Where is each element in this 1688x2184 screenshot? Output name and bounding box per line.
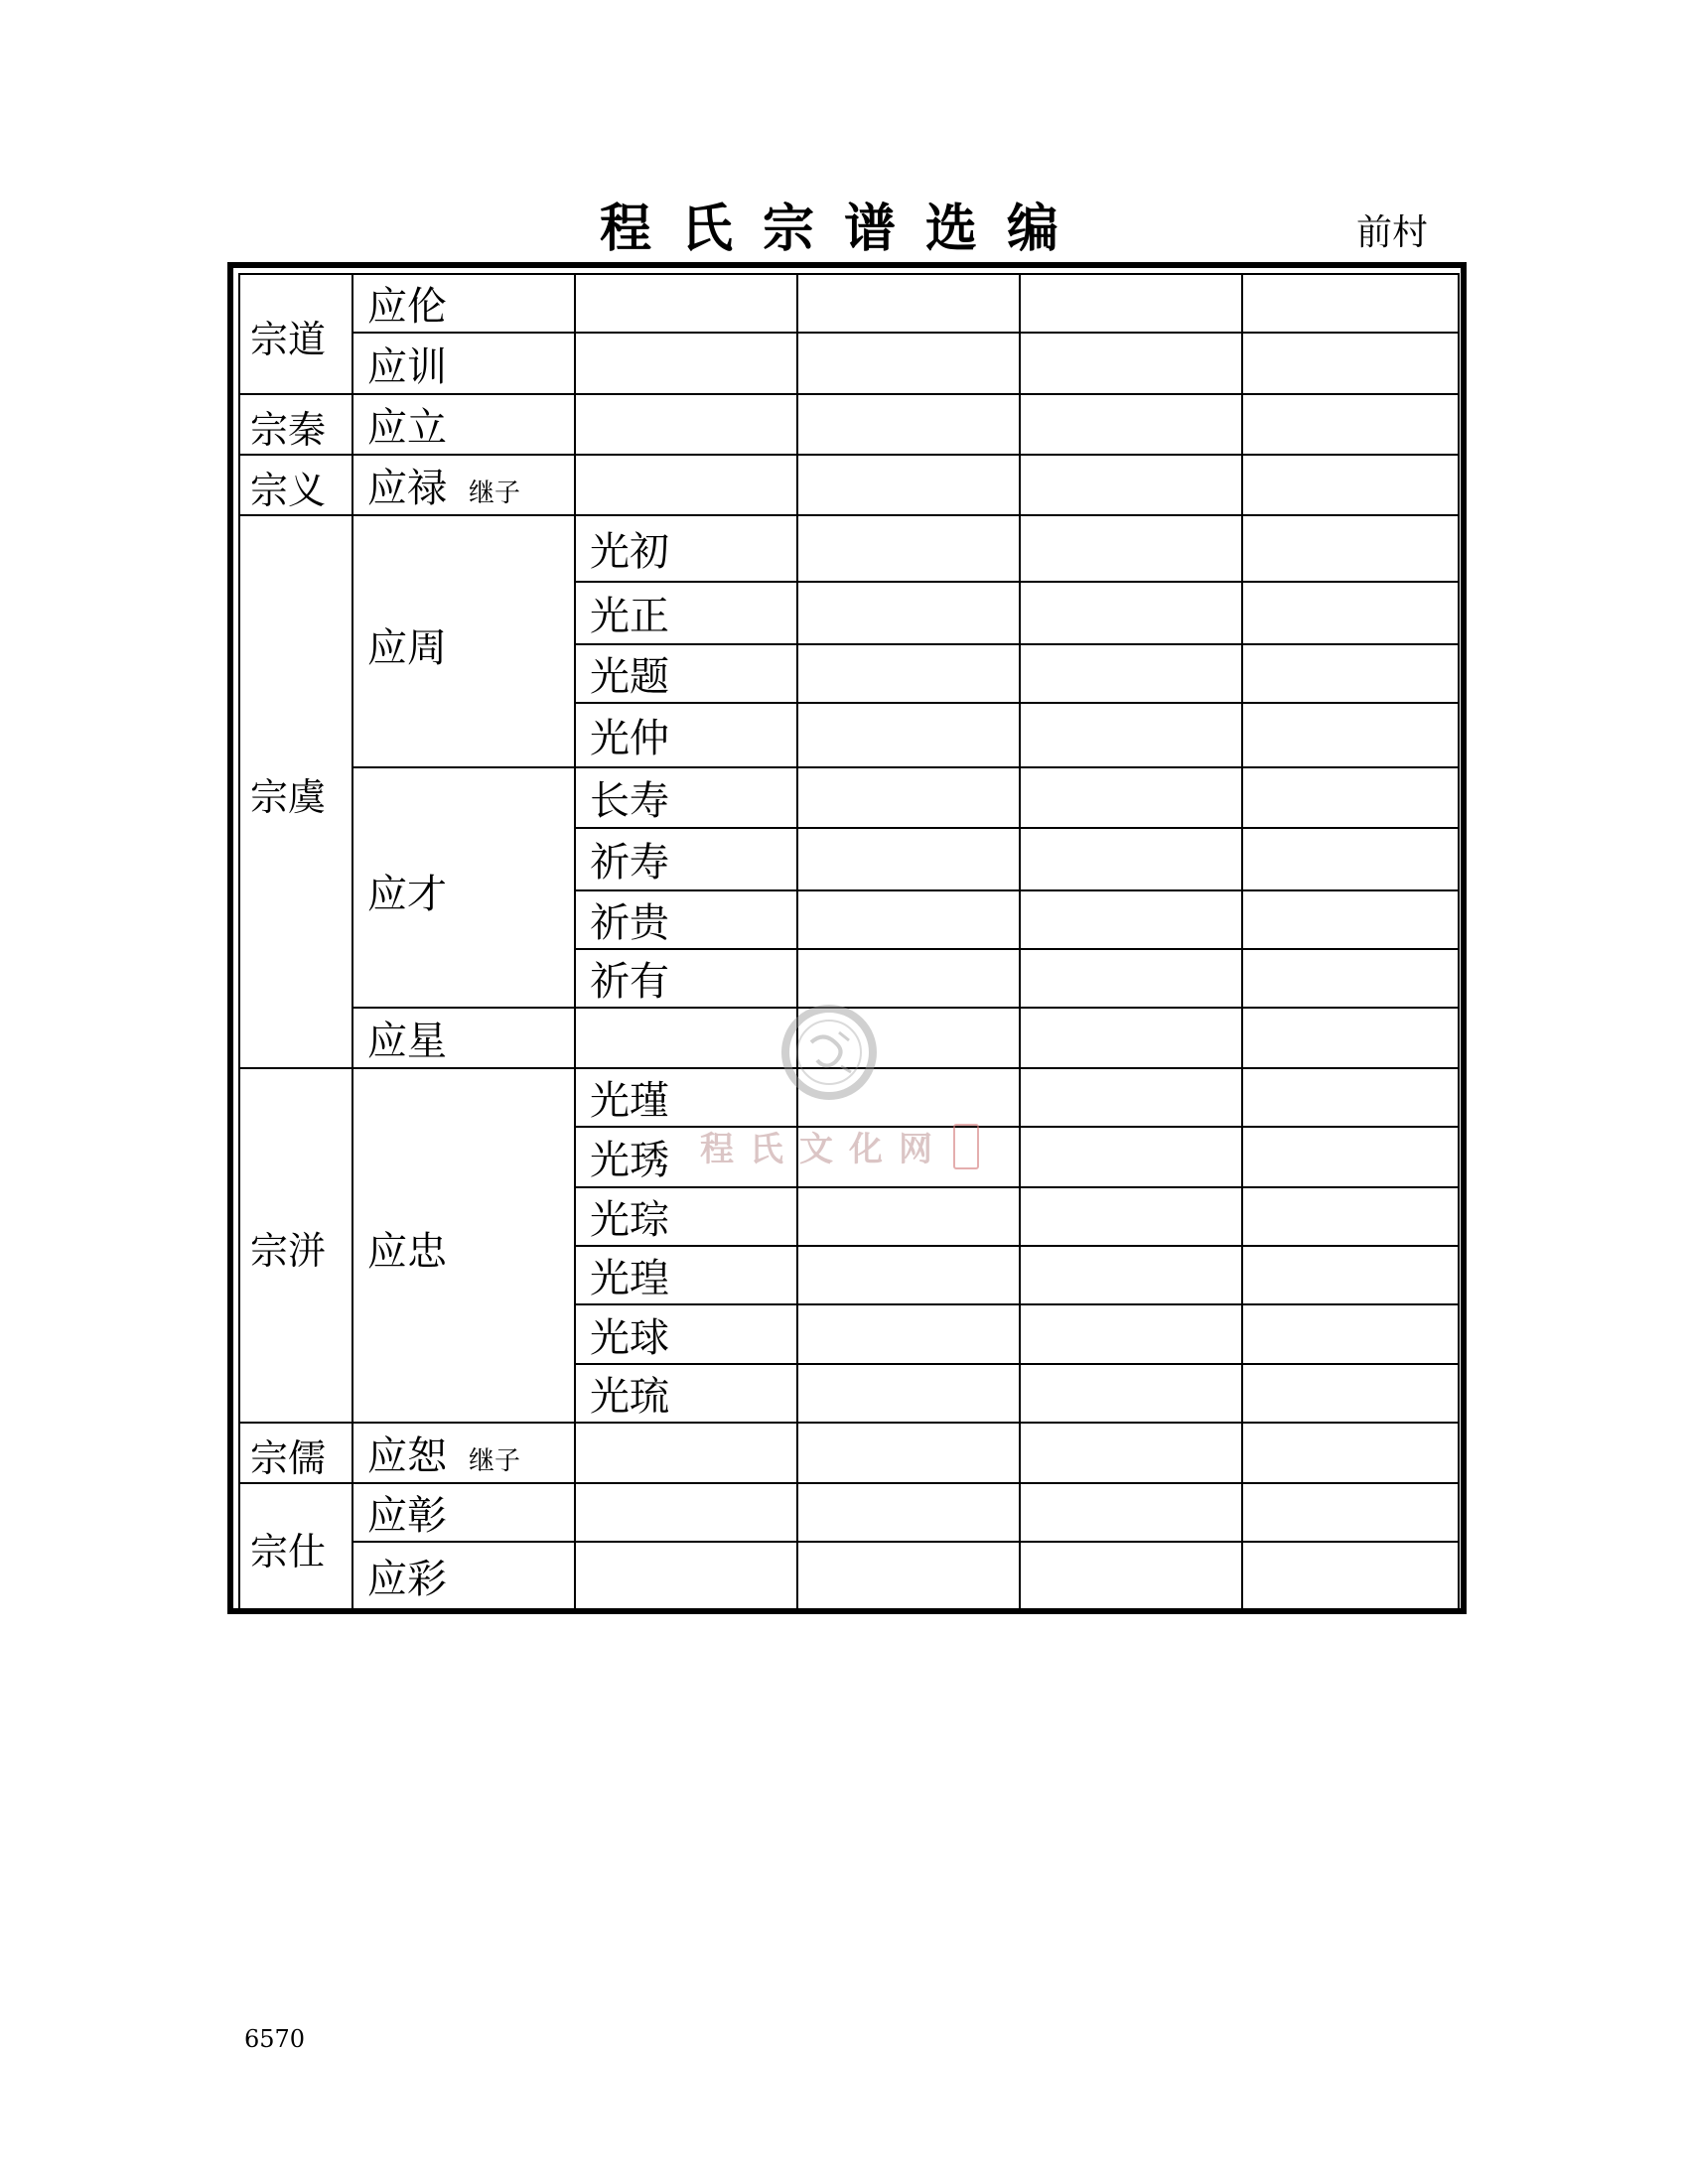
empty-cell [1242,1364,1459,1423]
village-label: 前村 [1356,212,1429,253]
table-row [239,394,1459,455]
guang-generation-cell: 光琇 [575,1127,797,1187]
empty-cell [1020,455,1242,515]
empty-cell [797,1187,1020,1246]
empty-cell [1242,828,1459,890]
ying-name: 应彰 [367,1493,447,1539]
ying-name: 应周 [367,624,447,671]
empty-cell [797,1483,1020,1542]
table-row [239,455,1459,515]
table-row [239,1483,1459,1542]
empty-cell [1020,582,1242,644]
empty-cell [1020,1483,1242,1542]
empty-cell [1242,1008,1459,1068]
empty-cell [1020,1187,1242,1246]
guang-generation-cell [575,333,797,394]
empty-cell [1020,767,1242,828]
guang-generation-cell [575,1483,797,1542]
empty-cell [1242,644,1459,703]
adopted-son-note: 继子 [469,1446,521,1476]
ying-generation-cell [352,333,575,394]
empty-cell [1020,515,1242,582]
empty-cell [1020,1246,1242,1304]
empty-cell [1020,1423,1242,1483]
empty-cell [1020,949,1242,1008]
empty-cell [797,828,1020,890]
page-number: 6570 [244,2025,306,2053]
guang-generation-cell: 光球 [575,1304,797,1364]
empty-cell [1020,1068,1242,1127]
guang-generation-cell: 光琮 [575,1187,797,1246]
ying-generation-cell [352,767,575,1008]
guang-generation-cell: 光初 [575,515,797,582]
empty-cell [797,1364,1020,1423]
ying-name: 应伦 [367,284,447,330]
empty-cell [1242,1187,1459,1246]
ying-name: 应立 [367,405,447,451]
empty-cell [1020,274,1242,333]
empty-cell [1242,1542,1459,1609]
adopted-son-note: 继子 [469,478,521,508]
ying-generation-cell [352,1068,575,1423]
ying-generation-cell [352,274,575,333]
ying-generation-cell [352,1008,575,1068]
empty-cell [1242,1246,1459,1304]
empty-cell [1020,1127,1242,1187]
ying-generation-cell [352,1423,575,1483]
empty-cell [1242,515,1459,582]
empty-cell [797,890,1020,949]
empty-cell [797,1304,1020,1364]
guang-generation-cell: 光瑝 [575,1246,797,1304]
genealogy-table [238,273,1460,1610]
empty-cell [797,274,1020,333]
table-row [239,1542,1459,1609]
ying-generation-cell [352,394,575,455]
ying-name: 应星 [367,1019,447,1064]
guang-generation-cell: 祈寿 [575,828,797,890]
ying-name: 应彩 [367,1556,447,1602]
guang-generation-cell: 光正 [575,582,797,644]
empty-cell [1242,1483,1459,1542]
empty-cell [1242,767,1459,828]
ying-name: 应才 [367,871,447,917]
ying-generation-cell [352,515,575,767]
empty-cell [1242,333,1459,394]
table-row [239,274,1459,333]
empty-cell [1242,703,1459,767]
guang-generation-cell: 祈贵 [575,890,797,949]
empty-cell [797,1246,1020,1304]
table-row [239,1423,1459,1483]
empty-cell [797,767,1020,828]
genealogy-grid [238,273,1460,1610]
ying-name: 应恕 [367,1433,447,1479]
empty-cell [797,703,1020,767]
guang-generation-cell [575,274,797,333]
zong-generation-cell: 宗义 [239,455,352,515]
empty-cell [797,644,1020,703]
ying-name: 应训 [367,343,447,390]
empty-cell [797,1423,1020,1483]
empty-cell [1020,333,1242,394]
zong-generation-cell: 宗儒 [239,1423,352,1483]
zong-generation-cell: 宗虞 [239,515,352,1068]
empty-cell [1242,890,1459,949]
empty-cell [1242,1127,1459,1187]
guang-generation-cell [575,394,797,455]
empty-cell [797,394,1020,455]
seal-icon [779,1003,879,1102]
empty-cell [1242,949,1459,1008]
empty-cell [797,333,1020,394]
watermark [700,993,978,1191]
empty-cell [797,582,1020,644]
empty-cell [1020,1008,1242,1068]
empty-cell [1242,274,1459,333]
ying-generation-cell [352,1483,575,1542]
guang-generation-cell: 光瑾 [575,1068,797,1127]
guang-generation-cell: 祈有 [575,949,797,1008]
empty-cell [1020,890,1242,949]
empty-cell [1242,1423,1459,1483]
empty-cell [797,515,1020,582]
table-row [239,767,1459,828]
empty-cell [1242,1068,1459,1127]
ying-generation-cell [352,455,575,515]
empty-cell [797,1542,1020,1609]
empty-cell [1020,1542,1242,1609]
guang-generation-cell [575,1423,797,1483]
empty-cell [1020,703,1242,767]
zong-generation-cell: 宗道 [239,274,352,394]
empty-cell [1242,455,1459,515]
guang-generation-cell [575,455,797,515]
empty-cell [1020,644,1242,703]
zong-generation-cell: 宗洴 [239,1068,352,1423]
zong-generation-cell: 宗秦 [239,394,352,455]
table-row [239,333,1459,394]
empty-cell [1020,1304,1242,1364]
guang-generation-cell: 长寿 [575,767,797,828]
guang-generation-cell: 光题 [575,644,797,703]
ying-name: 应禄 [367,466,447,511]
empty-cell [797,455,1020,515]
guang-generation-cell [575,1542,797,1609]
watermark-text: 程氏文化网 [700,1130,948,1169]
empty-cell [1020,828,1242,890]
empty-cell [1242,394,1459,455]
ying-generation-cell [352,1542,575,1609]
empty-cell [1242,1304,1459,1364]
guang-generation-cell: 光仲 [575,703,797,767]
stamp-icon [953,1124,979,1169]
empty-cell [1020,1364,1242,1423]
guang-generation-cell: 光琉 [575,1364,797,1423]
empty-cell [1020,394,1242,455]
zong-generation-cell: 宗仕 [239,1483,352,1609]
table-row [239,515,1459,582]
page-title: 程氏宗谱选编 [599,199,1088,259]
ying-name: 应忠 [367,1229,447,1275]
empty-cell [1242,582,1459,644]
